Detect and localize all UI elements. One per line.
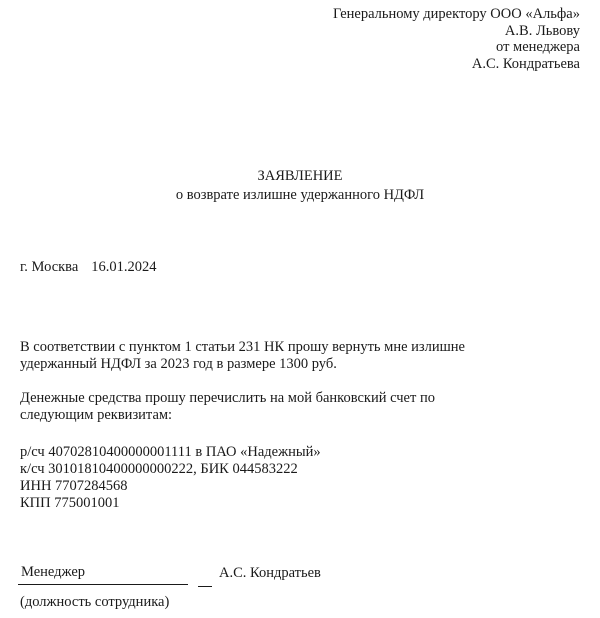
sender-line-name: А.С. Кондратьева [471, 55, 580, 72]
document-subtitle: о возврате излишне удержанного НДФЛ [175, 186, 425, 203]
signature-dash-line [198, 564, 212, 587]
transfer-paragraph-line: следующим реквизитам: [20, 407, 173, 423]
city-label: г. Москва [20, 259, 79, 275]
recipient-line-name: А.В. Львову [504, 22, 580, 39]
recipient-line-director: Генеральному директору ООО «Альфа» [332, 6, 580, 22]
date-place-line [20, 259, 157, 276]
request-paragraph-line: удержанный НДФЛ за 2023 год в размере 1300 руб. [20, 356, 337, 372]
bank-account-line: р/сч 40702810400000001111 в ПАО «Надежный» [20, 444, 321, 460]
corr-account-line: к/сч 30101810400000000222, БИК 044583222 [20, 461, 298, 477]
transfer-paragraph-line: Денежные средства прошу перечислить на мой банковский счет по [20, 390, 435, 406]
sender-line-role: от менеджера [496, 39, 580, 55]
signature-name: А.С. Кондратьев [219, 565, 321, 581]
date-value: 16.01.2024 [91, 259, 157, 275]
inn-line: ИНН 7707284568 [20, 478, 128, 494]
bank-details-block [20, 444, 321, 512]
recipient-block [333, 6, 580, 72]
document-title: ЗАЯВЛЕНИЕ [257, 168, 343, 184]
signature-position-underlined: Менеджер [18, 564, 188, 585]
transfer-paragraph [20, 390, 435, 424]
request-paragraph-line: В соответствии с пунктом 1 статьи 231 НК прошу вернуть мне излишне [20, 339, 465, 355]
kpp-line: КПП 775001001 [20, 495, 120, 511]
request-paragraph [20, 339, 465, 373]
signature-caption: (должность сотрудника) [20, 594, 170, 610]
document-title-block [0, 167, 600, 204]
